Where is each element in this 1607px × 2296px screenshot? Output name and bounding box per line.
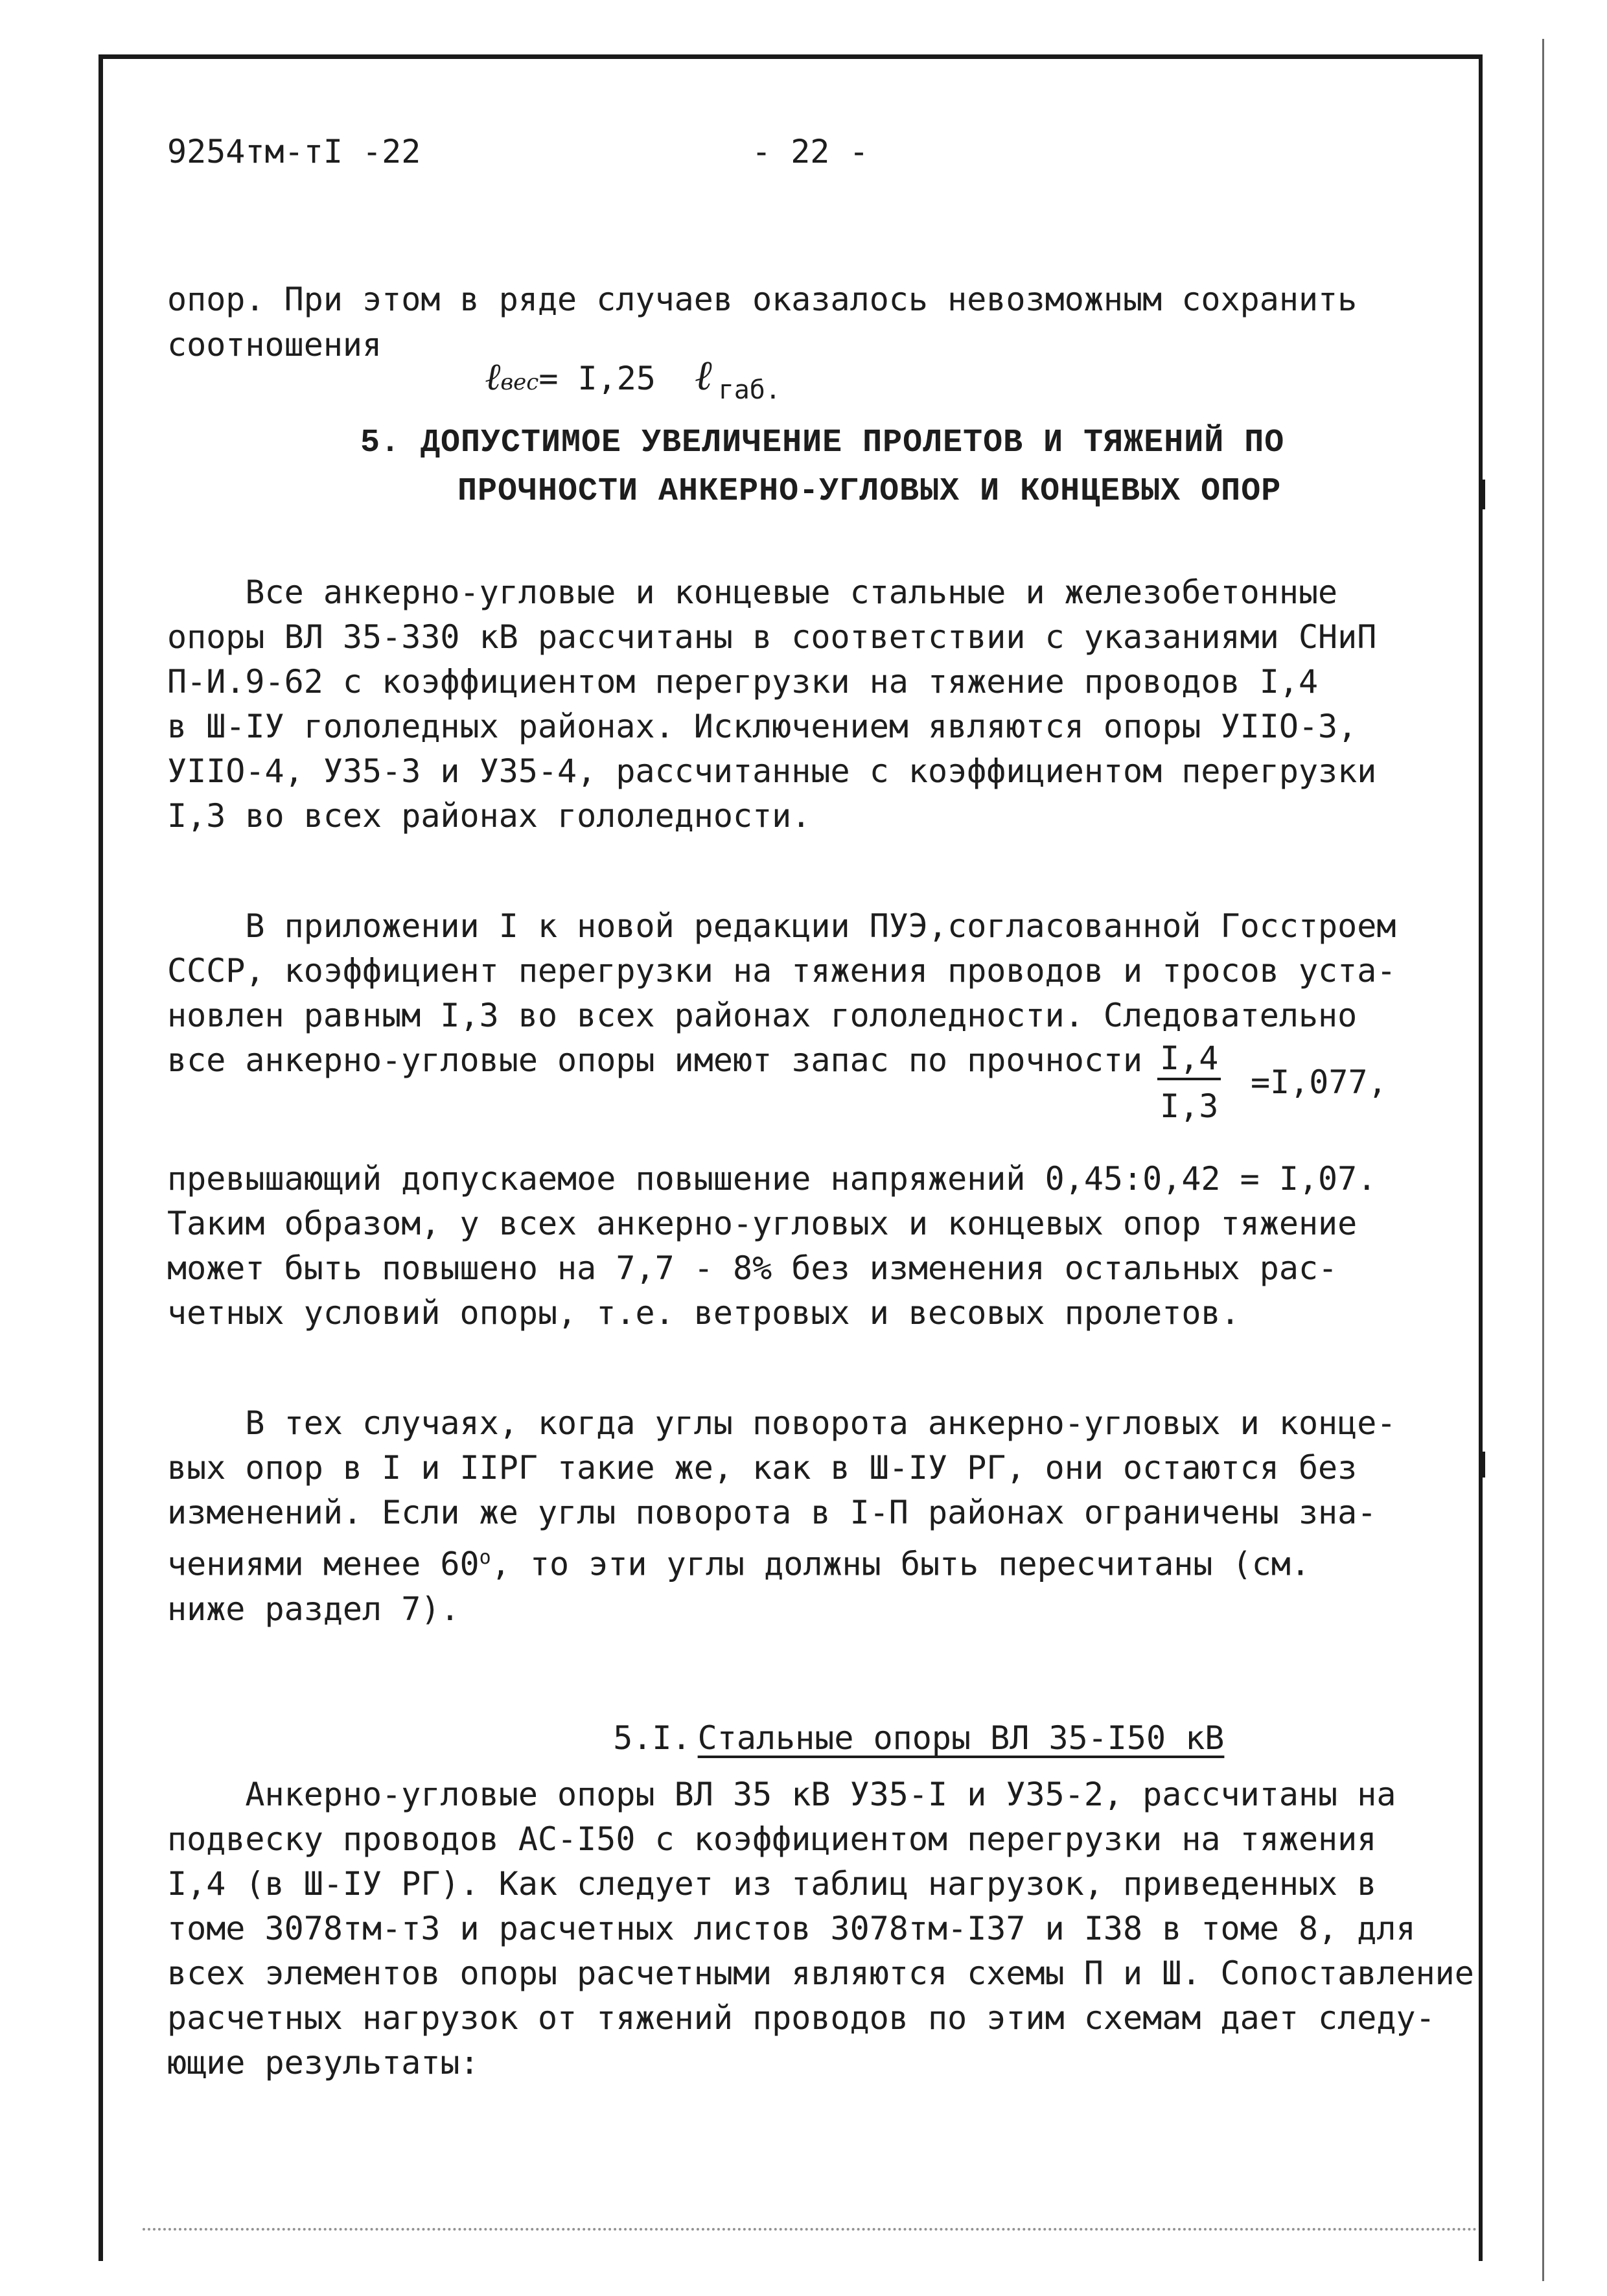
text-line: четных условий опоры, т.е. ветровых и весовых пролетов. — [167, 1294, 1240, 1332]
scan-noise — [143, 2228, 1477, 2236]
formula-subscript: вес — [500, 369, 539, 395]
fraction — [1157, 1039, 1221, 1126]
fraction-denominator: I,3 — [1160, 1087, 1219, 1125]
degree-superscript: о — [479, 1546, 491, 1569]
text-line: расчетных нагрузок от тяжений проводов по этим схемам дает следу- — [167, 1999, 1435, 2037]
paragraph — [167, 904, 1457, 1083]
text-line: опоры ВЛ 35-330 кВ рассчитаны в соответствии с указаниями СНиП — [167, 618, 1377, 656]
text-line — [167, 1535, 1457, 1587]
formula-subscript: габ. — [718, 375, 781, 405]
text-line: в Ш-IУ гололедных районах. Исключением являются опоры УIIО-3, — [167, 708, 1358, 745]
subsection-number: 5.I. — [613, 1719, 691, 1757]
text-line: ниже раздел 7). — [167, 1590, 460, 1628]
text-line: ющие результаты: — [167, 2044, 480, 2081]
margin-mark — [1479, 1452, 1485, 1478]
text-line: I,4 (в Ш-IУ РГ). Как следует из таблиц нагрузок, приведенных в — [167, 1865, 1377, 1903]
text-line: УIIО-4, У35-3 и У35-4, рассчитанные с коэффициентом перегрузки — [167, 752, 1377, 790]
text-line: СССР, коэффициент перегрузки на тяжения проводов и тросов уста- — [167, 952, 1396, 990]
text-line: I,3 во всех районах гололедности. — [167, 797, 811, 835]
text-line: все анкерно-угловые опоры имеют запас по прочности — [167, 1041, 1143, 1079]
formula-value: = I,25 — [538, 360, 656, 397]
text-segment: чениями менее 60 — [167, 1545, 480, 1583]
doc-code: 9254тм-тI -22 — [167, 133, 421, 170]
page-number: - 22 - — [752, 133, 869, 170]
text-segment: , то эти углы должны быть пересчитаны (см. — [491, 1545, 1311, 1583]
intro-line: соотношения — [167, 326, 382, 364]
section-title: ПРОЧНОСТИ АНКЕРНО-УГЛОВЫХ И КОНЦЕВЫХ ОПОР — [457, 473, 1282, 510]
text-line: превышающий допускаемое повышение напряжений 0,45:0,42 = I,07. — [167, 1160, 1377, 1198]
subsection-name: Стальные опоры ВЛ 35-I50 кВ — [697, 1719, 1225, 1757]
formula — [446, 318, 781, 405]
text-line: Все анкерно-угловые и концевые стальные и железобетонные — [167, 574, 1338, 611]
formula-l-symbol: ℓ — [485, 354, 501, 399]
formula-l-symbol: ℓ — [694, 352, 712, 400]
intro-line: опор. При этом в ряде случаев оказалось невозможным сохранить — [167, 281, 1358, 318]
subsection-title — [574, 1680, 1250, 1757]
text-line: всех элементов опоры расчетными являются схемы П и Ш. Сопоставление — [167, 1954, 1474, 1992]
text-line: может быть повышено на 7,7 - 8% без изменения остальных рас- — [167, 1249, 1338, 1287]
text-line: П-И.9-62 с коэффициентом перегрузки на тяжение проводов I,4 — [167, 663, 1319, 701]
text-line: В тех случаях, когда углы поворота анкерно-угловых и конце- — [167, 1404, 1396, 1442]
paragraph — [167, 570, 1457, 839]
text-line: вых опор в I и IIРГ такие же, как в Ш-IУ РГ, они остаются без — [167, 1449, 1358, 1487]
scan-edge-line — [1542, 39, 1544, 2281]
text-line: Таким образом, у всех анкерно-угловых и концевых опор тяжение — [167, 1205, 1358, 1242]
fraction-result: =I,077, — [1251, 1063, 1387, 1101]
text-line: подвеску проводов АС-I50 с коэффициентом перегрузки на тяжения — [167, 1820, 1377, 1858]
text-line: новлен равным I,3 во всех районах гололедности. Следовательно — [167, 997, 1358, 1034]
section-title: 5. ДОПУСТИМОЕ УВЕЛИЧЕНИЕ ПРОЛЕТОВ И ТЯЖЕНИЙ ПО — [360, 424, 1285, 461]
text-line: В приложении I к новой редакции ПУЭ,согласованной Госстроем — [167, 907, 1396, 945]
paragraph — [167, 1157, 1457, 1336]
text-line: томе 3078тм-т3 и расчетных листов 3078тм-I37 и I38 в томе 8, для — [167, 1910, 1416, 1947]
paragraph — [167, 1401, 1457, 1632]
text-line: изменений. Если же углы поворота в I-П районах ограничены зна- — [167, 1494, 1377, 1531]
fraction-numerator: I,4 — [1157, 1039, 1221, 1080]
margin-mark — [1479, 480, 1485, 509]
text-line: Анкерно-угловые опоры ВЛ 35 кВ У35-I и У35-2, рассчитаны на — [167, 1776, 1396, 1813]
paragraph — [167, 1772, 1474, 2085]
